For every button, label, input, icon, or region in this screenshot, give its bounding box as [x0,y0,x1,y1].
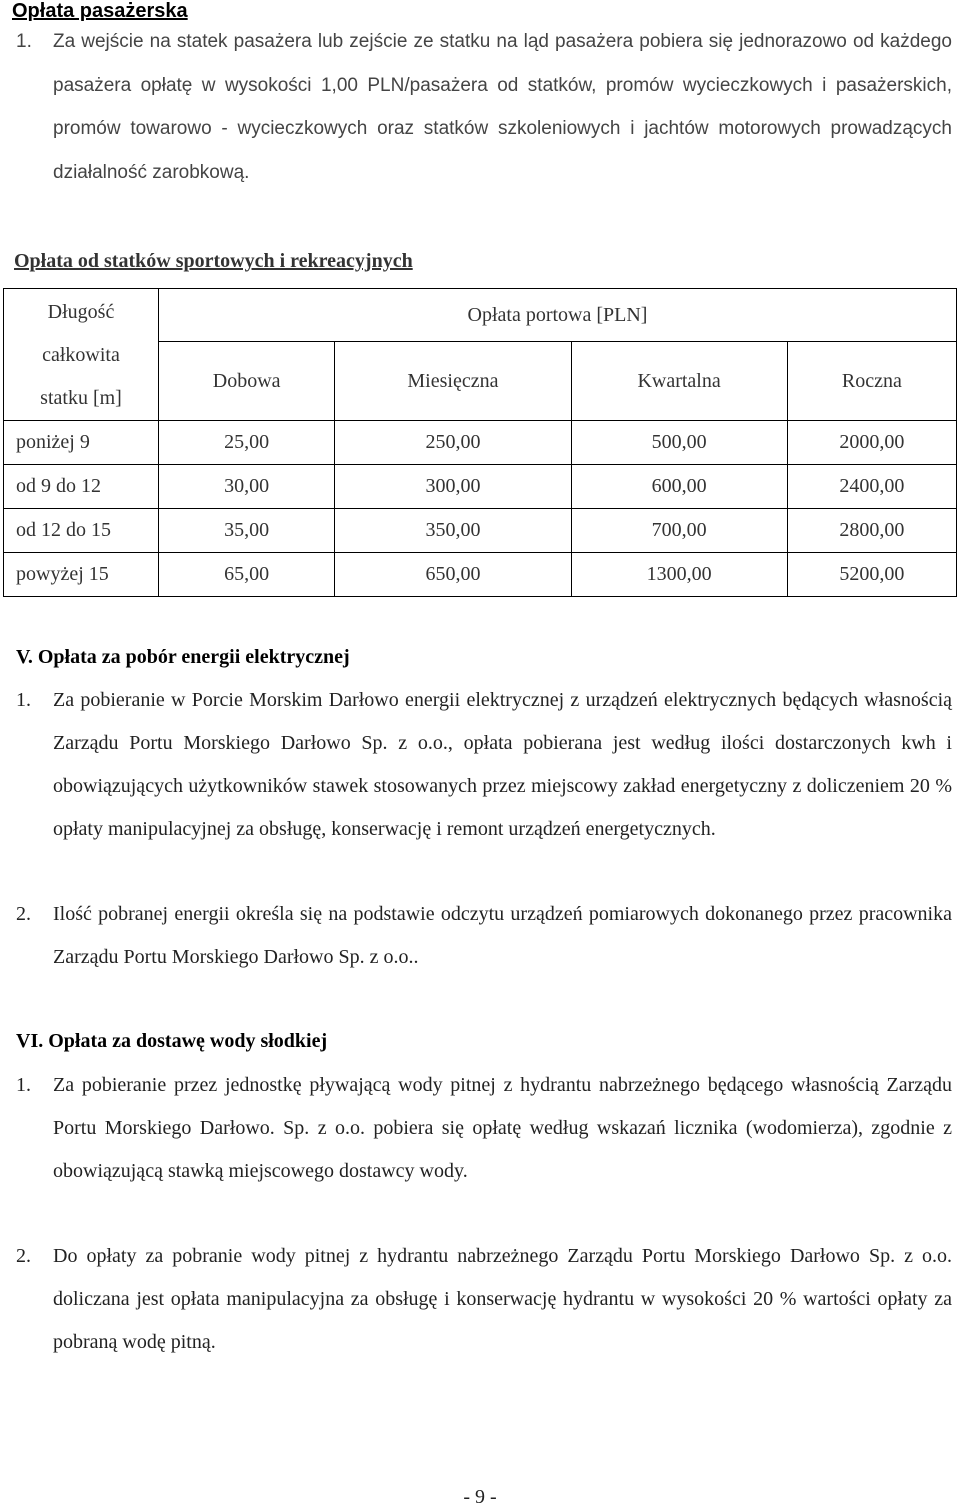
length-header-line: Długość [47,301,115,323]
table-row [4,421,957,465]
miesieczna-cell: 350,00 [335,509,571,553]
kwartalna-cell: 700,00 [571,509,787,553]
dobowa-cell: 30,00 [159,465,335,509]
item-text: Za pobieranie w Porcie Morskim Darłowo energii elektrycznej z urządzeń elektrycznych będących własnością Zarządu Portu Morskiego Darłowo Sp. z o.o., opłata pobierana jest według ilości dostarczonych kwh i obowiązujących użytkowników stawek stosowanych przez miejscowy zakład energetyczny z doliczeniem 20 % opłaty manipulacyjnej za obsługę, konserwację i remont urządzeń energetycznych. [53,689,952,840]
length-cell: poniżej 9 [4,421,159,465]
roczna-cell: 2400,00 [787,465,956,509]
roczna-cell: 5200,00 [787,553,956,597]
item-number: 1. [16,689,31,711]
water-fee-heading: VI. Opłata za dostawę wody słodkiej [16,1030,328,1052]
item-number: 2. [16,1245,31,1267]
kwartalna-cell: 600,00 [571,465,787,509]
water-fee-item-1 [16,1064,952,1193]
table-row [4,465,957,509]
electricity-fee-heading: V. Opłata za pobór energii elektrycznej [16,646,350,668]
table-row [4,553,957,597]
electricity-fee-item-2 [16,893,952,979]
column-header-kwartalna: Kwartalna [571,342,787,421]
item-number: 1. [16,1074,31,1096]
passenger-fee-heading: Opłata pasażerska [12,0,188,22]
miesieczna-cell: 650,00 [335,553,571,597]
item-text: Za pobieranie przez jednostkę pływającą wody pitnej z hydrantu nabrzeżnego będącego własnością Zarządu Portu Morskiego Darłowo. Sp. z o.o. pobiera się opłatę według wskazań licznika (wodomierza), zgodnie z obowiązującą stawką miejscowego dostawcy wody. [53,1074,952,1182]
table-row [4,509,957,553]
fee-header: Opłata portowa [PLN] [159,289,957,342]
length-cell: od 9 do 12 [4,465,159,509]
item-text: Do opłaty za pobranie wody pitnej z hydrantu nabrzeżnego Zarządu Portu Morskiego Darłowo Sp. z o.o. doliczana jest opłata manipulacyjna za obsługę i konserwację hydrantu w wysokości 20 % wartości opłaty za pobraną wodę pitną. [53,1245,952,1353]
dobowa-cell: 35,00 [159,509,335,553]
kwartalna-cell: 1300,00 [571,553,787,597]
column-header-dobowa: Dobowa [159,342,335,421]
item-number: 1. [16,31,32,52]
item-text: Za wejście na statek pasażera lub zejście ze statku na ląd pasażera pobiera się jednorazowo od każdego pasażera opłatę w wysokości 1,00 PLN/pasażera od statków, promów wycieczkowych i pasażerskich, promów towarowo - wycieczkowych oraz statków szkoleniowych i jachtów motorowych prowadzących działalność zarobkową. [53,31,952,183]
water-fee-item-2 [16,1235,952,1364]
roczna-cell: 2000,00 [787,421,956,465]
dobowa-cell: 25,00 [159,421,335,465]
miesieczna-cell: 300,00 [335,465,571,509]
item-text: Ilość pobranej energii określa się na podstawie odczytu urządzeń pomiarowych dokonanego przez pracownika Zarządu Portu Morskiego Darłowo Sp. z o.o.. [53,903,952,968]
roczna-cell: 2800,00 [787,509,956,553]
column-header-miesieczna: Miesięczna [335,342,571,421]
length-header-line: statku [m] [40,387,122,409]
dobowa-cell: 65,00 [159,553,335,597]
length-cell: od 12 do 15 [4,509,159,553]
length-header-cell [4,289,159,421]
kwartalna-cell: 500,00 [571,421,787,465]
column-header-roczna: Roczna [787,342,956,421]
miesieczna-cell: 250,00 [335,421,571,465]
page-number: - 9 - [463,1486,497,1508]
length-header-line: całkowita [42,344,120,366]
electricity-fee-item-1 [16,679,952,851]
sports-fee-table [3,288,957,597]
item-number: 2. [16,903,31,925]
sports-fee-table-title: Opłata od statków sportowych i rekreacyjnych [14,250,413,272]
passenger-fee-item-1 [16,20,952,194]
length-cell: powyżej 15 [4,553,159,597]
